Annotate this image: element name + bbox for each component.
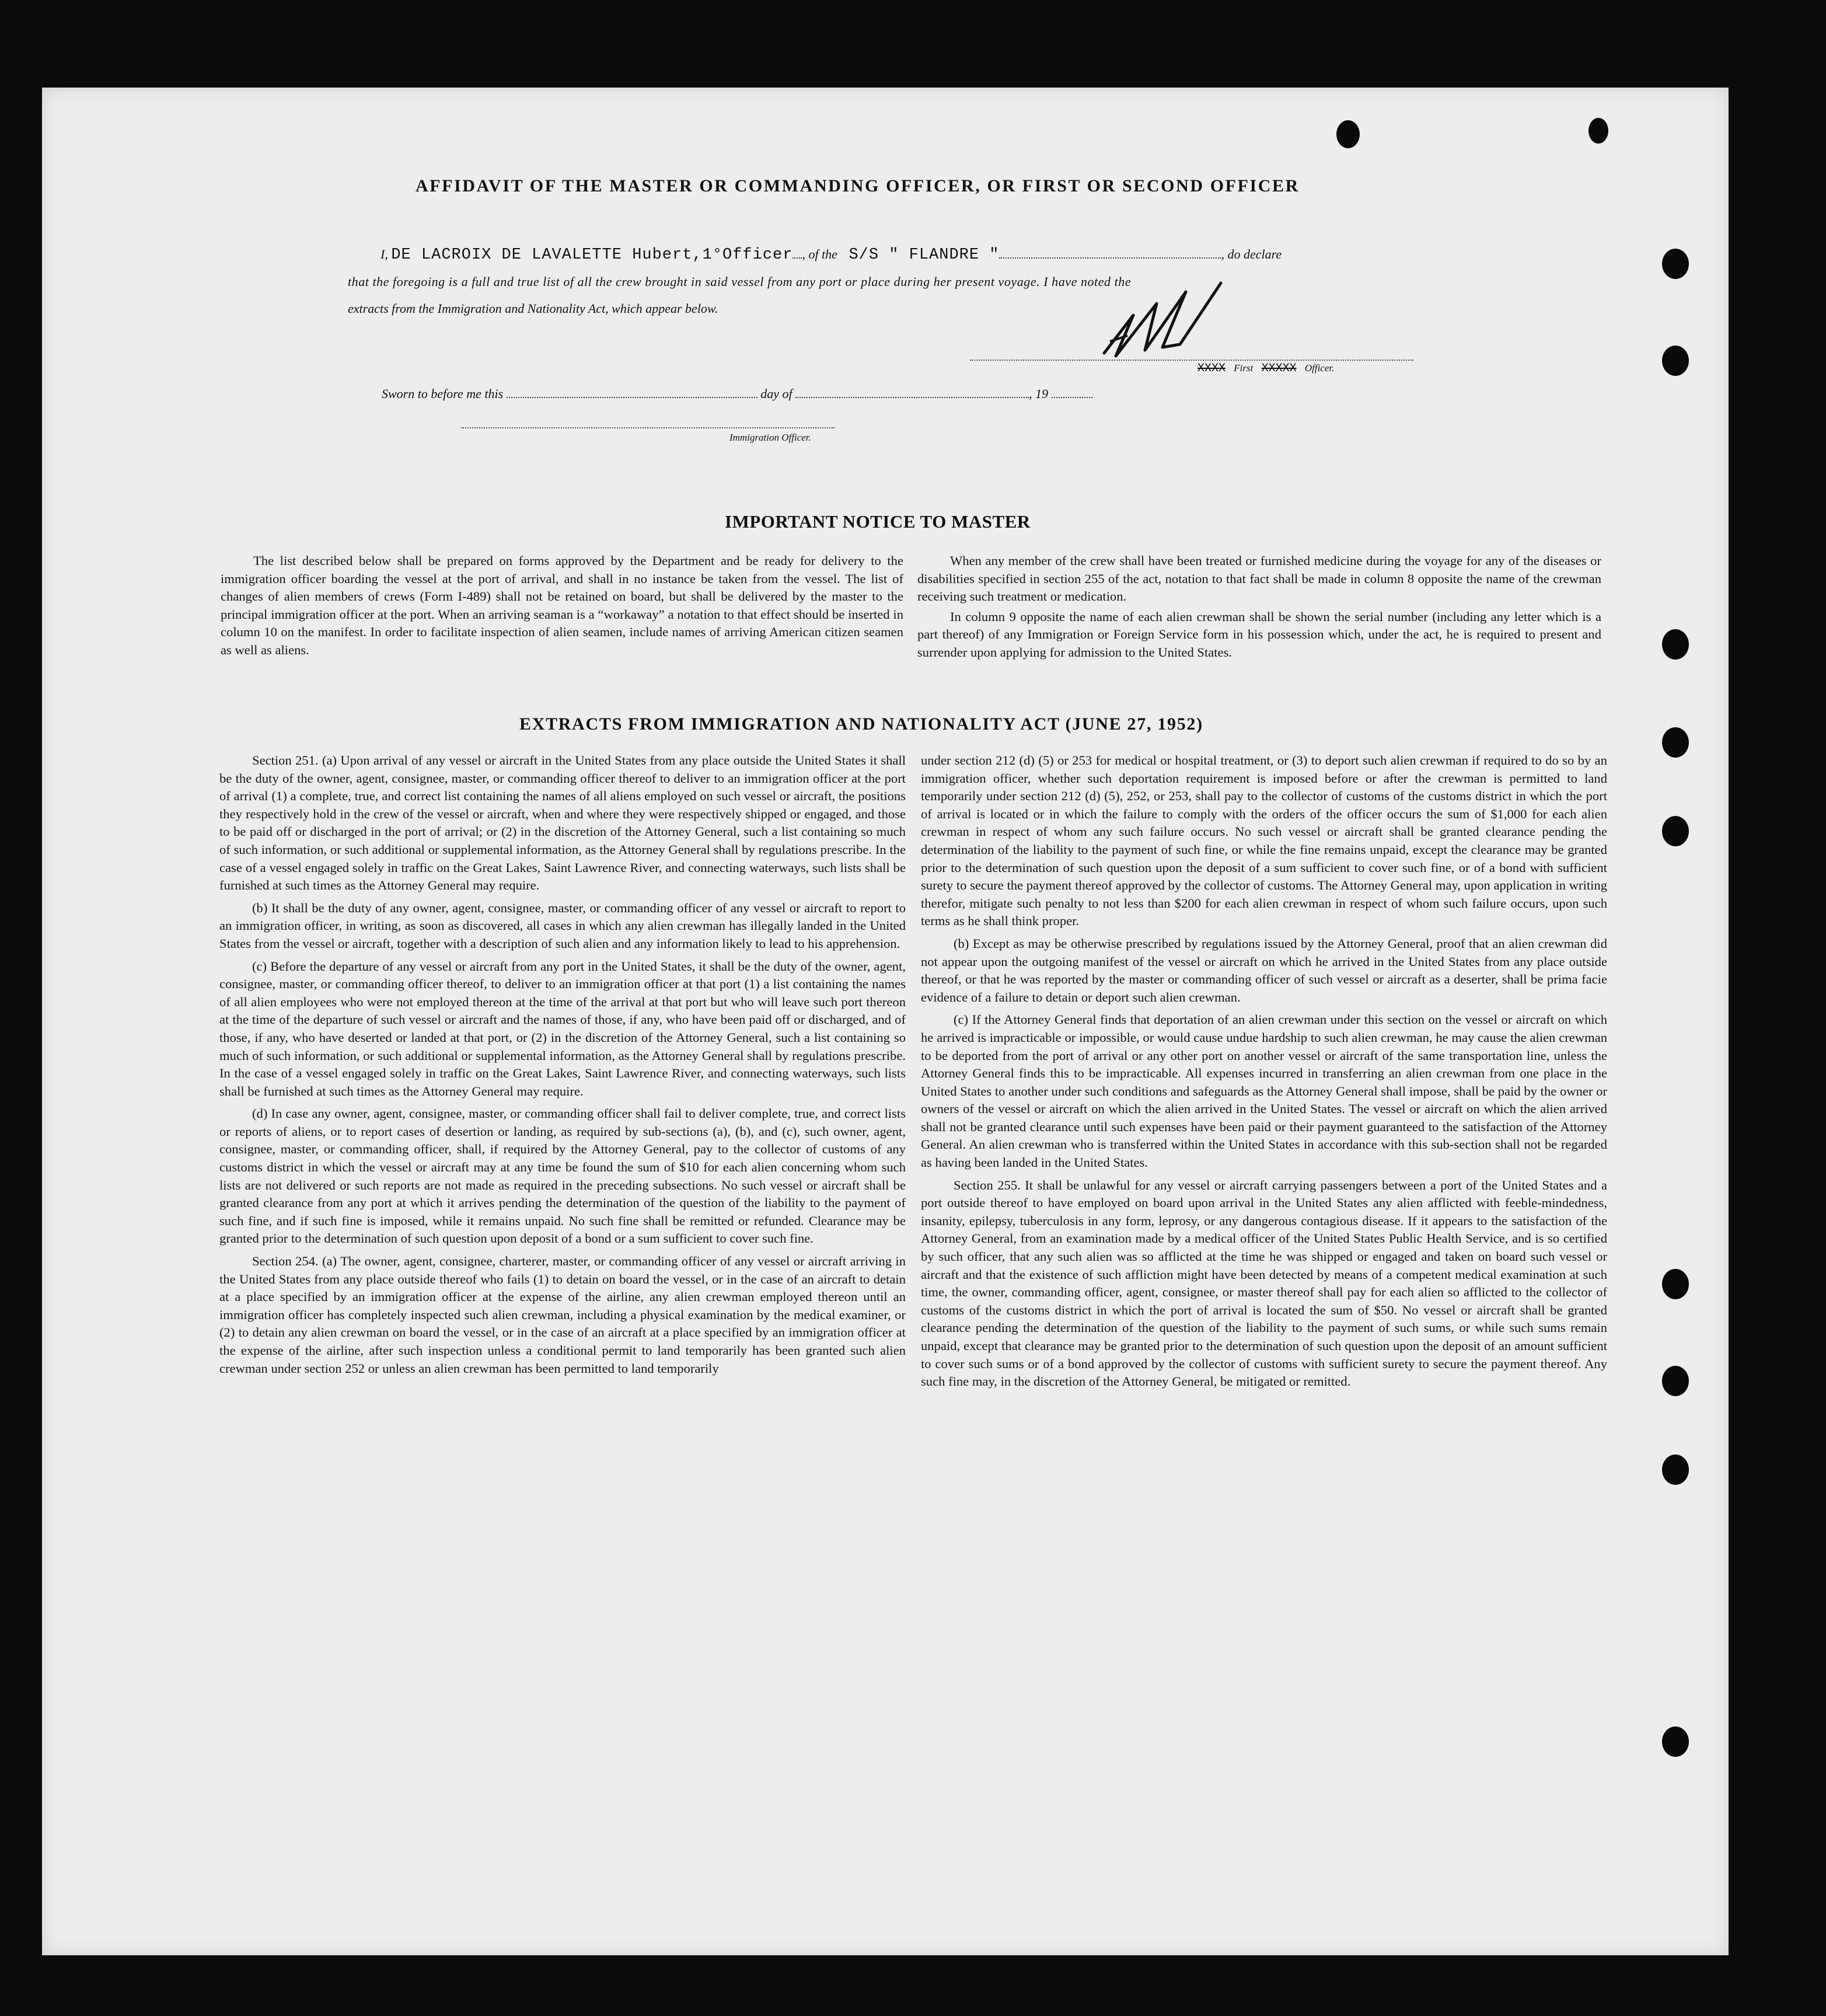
do-declare-label: , do declare <box>1221 247 1282 261</box>
section-251-d: (d) In case any owner, agent, consignee, master, or commanding officer shall fail to deliver complete, true, and correct lists or reports of aliens, or to report cases of desertion or landing, as required by sub-sections (a), (b), and (c), such owner, agent, consignee, master, or commanding officer, shall, if required by the Attorney General, pay to the collector of customs of any customs district in which the vessel or aircraft may at any time be found the sum of $10 for each alien concerning whom such lists are not delivered or such reports are not made as required in the preceding subsections. No such vessel or aircraft shall be granted clearance from any port at which it arrives pending the determination of the question of the liability to the payment of such fine, and if such fine is imposed, while it remains unpaid. No such fine shall be remitted or refunded. Clearance may be granted prior to the determination of such question upon deposit of a bond or a sum sufficient to cover such fine. <box>219 1106 906 1246</box>
section-251-c: (c) Before the departure of any vessel or aircraft from any port in the United States, it shall be the duty of the owner, agent, consignee, master, or commanding officer thereof, to deliver to an immigration officer at that port (1) a list containing the names of all alien employees who were not employed thereon at the time of the arrival at that port but who will leave such port thereon at the time of the departure of such vessel or aircraft and the names of those, if any, who have been paid off or discharged, and of those, if any, who have deserted or landed at that port, or (2) in the discretion of the Attorney General, such a list containing so much of such information, or such additional or supplemental information, as the Attorney General shall by regulations prescribe. In the case of a vessel engaged solely in traffic on the Great Lakes, Saint Lawrence River, and connecting waterways, such lists shall be furnished at such times as the Attorney General may require. <box>219 958 906 1098</box>
struck-master: XXXX <box>1197 362 1226 375</box>
section-254-c: (c) If the Attorney General finds that deportation of an alien crewman under this section on the vessel or aircraft on which he arrived is impracticable or impossible, or would cause undue hardship to such alien crewman, he may cause the alien crewman to be deported from the port of arrival or any other port on another vessel or aircraft of the same transportation line, unless the Attorney General finds this to be impracticable. All expenses incurred in transferring an alien crewman from one place in the United States to another under such conditions and safeguards as the Attorney General shall impose, shall be paid by the owner or owners of the vessel or aircraft on which the alien arrived in the United States. The vessel or aircraft on which the alien arrived shall not be granted clearance until such expenses have been paid or their payment guaranteed to the satisfaction of the Attorney General. An alien crewman who is transferred within the United States in accordance with this sub-section shall not be regarded as having been landed in the United States. <box>921 1012 1607 1170</box>
first-label: First <box>1234 362 1254 374</box>
punch-hole <box>1662 629 1689 660</box>
officer-signature <box>1092 280 1244 362</box>
notice-right-paragraph-2: In column 9 opposite the name of each alien crewman shall be shown the serial number (including any letter which is a part thereof) of any Immigration or Foreign Service form in his possession which, under the act, he is required to present and surrender upon applying for admission to the United States. <box>917 609 1601 660</box>
section-255: Section 255. It shall be unlawful for any vessel or aircraft carrying passengers between a port of the United States and a port outside thereof to have employed on board upon arrival in the United States any alien afflicted with feeble-mindedness, insanity, epilepsy, tuberculosis in any form, leprosy, or any dangerous contagious disease. If it appears to the satisfaction of the Attorney General, from an examination made by a medical officer of the United States Public Health Service, and is so certified by such officer, that any such alien was so afflicted at the time he was shipped or engaged and taken on board such vessel or aircraft and that the existence of such affliction might have been detected by means of a competent medical examination at such time, the owner, commanding officer, agent, consignee, or master thereof shall pay for each alien so afflicted to the collector of customs of the customs district in which the port of arrival is located the sum of $50. No vessel or aircraft shall be granted clearance pending the determination of the question of the liability to the payment of such sums, or while such sums remain unpaid, except that clearance may be granted prior to the determination of such question upon the deposit of an amount sufficient to cover such sums or of a bond approved by the collector of customs with sufficient surety to secure the payment thereof. Any such fine may, in the discretion of the Attorney General, be mitigated or remitted. <box>921 1177 1607 1389</box>
declaration-line <box>380 246 1282 264</box>
punch-hole <box>1662 346 1689 376</box>
punch-hole <box>1662 1366 1689 1396</box>
extracts-right-column <box>921 752 1607 1396</box>
section-251-a: Section 251. (a) Upon arrival of any vessel or aircraft in the United States from any place outside the United States it shall be the duty of the owner, agent, consignee, master, or commanding officer thereof to deliver to an immigration officer at the port of arrival (1) a complete, true, and correct list containing the names of all aliens employed on such vessel or aircraft, the positions they respectively hold in the crew of the vessel or aircraft, when and where they were respectively shipped or engaged, and those to be paid off or discharged in the port of arrival; or (2) in the discretion of the Attorney General, such a list containing so much of such information, or such additional or supplemental information, as the Attorney General shall by regulations prescribe. In the case of a vessel engaged solely in traffic on the Great Lakes, Saint Lawrence River, and connecting waterways, such lists shall be furnished at such times as the Attorney General may require. <box>219 753 906 893</box>
i-label: I, <box>380 247 388 261</box>
section-251-b: (b) It shall be the duty of any owner, agent, consignee, master, or commanding officer of any vessel or aircraft to report to an immigration officer, in writing, as soon as discovered, all cases in which any alien crewman has illegally landed in the United States from the vessel or aircraft, together with a description of such alien and any information likely to lead to his apprehension. <box>219 900 906 951</box>
punch-hole <box>1662 816 1689 846</box>
vessel-name: S/S " FLANDRE " <box>849 246 1000 264</box>
notice-right-column <box>917 552 1601 667</box>
immigration-officer-label: Immigration Officer. <box>729 432 811 443</box>
officer-label: Officer. <box>1304 362 1335 374</box>
signature-line <box>970 360 1413 361</box>
of-the-label: , of the <box>802 247 837 261</box>
day-of-label: day of <box>760 386 792 401</box>
sworn-line <box>382 386 1092 402</box>
punch-hole <box>1662 1726 1689 1757</box>
punch-hole <box>1336 120 1360 148</box>
officer-title-line <box>1197 362 1334 375</box>
notice-left-paragraph: The list described below shall be prepared on forms approved by the Department and be ready for delivery to the immigration officer boarding the vessel at the port of arrival, and shall in no instance be taken from the vessel. The list of changes of alien members of crews (Form I-489) shall not be retained on board, but shall be delivered by the master to the principal immigration officer at the port. When an arriving seaman is a “workaway” a notation to that effect should be inserted in column 10 on the manifest. In order to facilitate inspection of alien seamen, include names of arriving American citizen seamen as well as aliens. <box>221 553 903 657</box>
declarant-name: DE LACROIX DE LAVALETTE Hubert,1°Officer <box>391 246 793 264</box>
punch-hole <box>1588 118 1608 144</box>
notice-right-paragraph-1: When any member of the crew shall have been treated or furnished medicine during the voyage for any of the diseases or disabilities specified in section 255 of the act, notation to that fact shall be made in column 8 opposite the name of the crewman receiving such treatment or medication. <box>917 553 1601 604</box>
document-page <box>42 88 1729 1955</box>
sworn-label: Sworn to before me this <box>382 386 504 401</box>
notice-left-column <box>221 552 903 664</box>
sworn-day-blank <box>507 397 757 398</box>
declaration-text-1: that the foregoing is a full and true list of all the crew brought in said vessel from any port or place during her present voyage. I have noted the <box>348 274 1132 289</box>
immigration-officer-line <box>461 427 835 428</box>
punch-hole <box>1662 1269 1689 1299</box>
sworn-year-blank <box>1052 397 1092 398</box>
notice-title: IMPORTANT NOTICE TO MASTER <box>725 511 1031 532</box>
blank-line <box>792 257 802 259</box>
punch-hole <box>1662 727 1689 758</box>
section-254-b: (b) Except as may be otherwise prescribed by regulations issued by the Attorney General, proof that an alien crewman did not appear upon the outgoing manifest of the vessel or aircraft on which he arrived in the United States from any place outside thereof, or that he was reported by the master or commanding officer of such vessel or aircraft as a deserter, shall be prima facie evidence of a failure to detain or deport such alien crewman. <box>921 936 1607 1004</box>
extracts-left-column <box>219 752 906 1382</box>
extracts-title: EXTRACTS FROM IMMIGRATION AND NATIONALITY ACT (JUNE 27, 1952) <box>519 714 1203 734</box>
section-254-a-continued: under section 212 (d) (5) or 253 for medical or hospital treatment, or (3) to deport such alien crewman if required to do so by an immigration officer, whether such deportation requirement is imposed before or after the crewman is permitted to land temporarily under section 212 (d) (5), 252, or 253, shall pay to the collector of customs of the customs district in which the port of arrival is located or in which the failure to comply with the orders of the officer occurs the sum of $1,000 for each alien crewman in respect of whom any such failure occurs. No such vessel or aircraft shall be granted clearance pending the determination of the liability to the payment of such fine, or while the fine remains unpaid, except the clearance may be granted prior to the determination of such question upon the deposit of a sum sufficient to cover such fine, or of a bond with sufficient surety to secure the payment thereof approved by the collector of customs. The Attorney General may, upon application in writing therefor, mitigate such penalty to not less than $200 for each alien crewman in respect of whom such failure occurs, upon such terms as he shall think proper. <box>921 753 1607 929</box>
year-label: , 19 <box>1029 386 1049 401</box>
punch-hole <box>1662 249 1689 279</box>
affidavit-title: AFFIDAVIT OF THE MASTER OR COMMANDING OFFICER, OR FIRST OR SECOND OFFICER <box>416 176 1300 196</box>
declaration-text-2: extracts from the Immigration and Nationality Act, which appear below. <box>348 301 718 316</box>
struck-second: XXXXX <box>1261 362 1297 375</box>
blank-line <box>999 257 1221 259</box>
sworn-month-blank <box>795 397 1029 398</box>
punch-hole <box>1662 1455 1689 1485</box>
section-254-a: Section 254. (a) The owner, agent, consignee, charterer, master, or commanding officer of any vessel or aircraft arriving in the United States from any place outside thereof who fails (1) to detain on board the vessel, or in the case of an aircraft to detain at a place specified by an immigration officer at the expense of the airline, any alien crewman employed thereon until an immigration officer has completely inspected such alien crewman, including a physical examination by the medical examiner, or (2) to detain any alien crewman on board the vessel, or in the case of an aircraft at a place specified by an immigration officer at the expense of the airline, after such inspection unless a conditional permit to land temporarily has been granted such alien crewman under section 252 or unless an alien crewman has been permitted to land temporarily <box>219 1254 906 1376</box>
